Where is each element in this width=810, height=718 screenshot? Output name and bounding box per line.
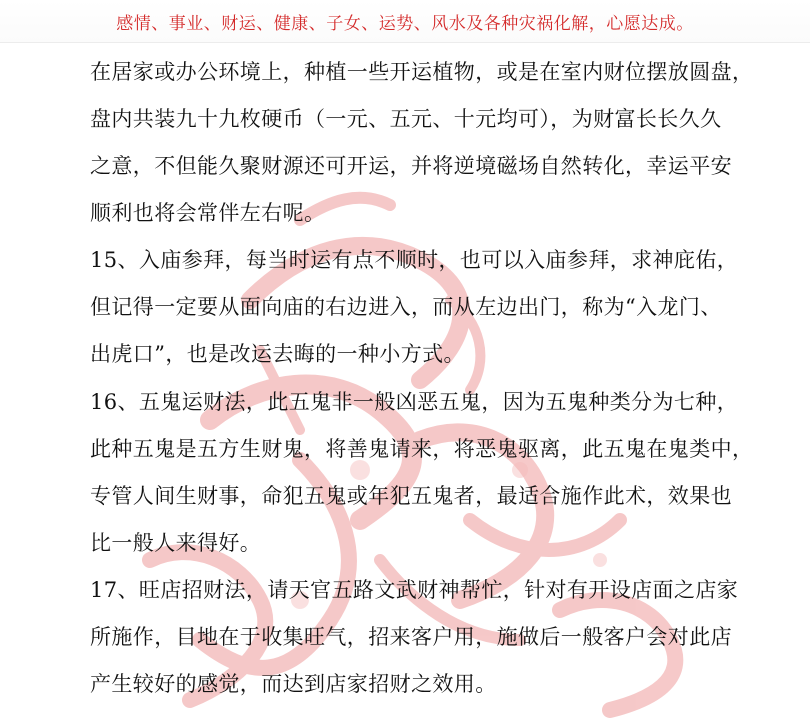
- text-line: 产生较好的感觉，而达到店家招财之效用。: [90, 672, 497, 696]
- header-title: 感情、事业、财运、健康、子女、运势、风水及各种灾祸化解，心愿达成。: [116, 14, 694, 34]
- text-line: 比一般人来得好。: [90, 531, 262, 555]
- header-banner: [0, 0, 810, 43]
- watermark-dot: [350, 460, 370, 480]
- watermark-dot: [512, 462, 528, 478]
- text-line: 出虎口”，也是改运去晦的一种小方式。: [90, 342, 465, 366]
- text-line: 之意，不但能久聚财源还可开运，并将逆境磁场自然转化，幸运平安: [90, 154, 732, 178]
- text-line: 16、五鬼运财法，此五鬼非一般凶恶五鬼，因为五鬼种类分为七种，: [90, 390, 739, 414]
- watermark-stroke: [560, 600, 675, 710]
- text-line: 盘内共装九十九枚硬币（一元、五元、十元均可），为财富长长久久: [90, 107, 722, 131]
- text-line: 顺利也将会常伴左右呢。: [90, 201, 326, 225]
- text-line: 所施作，目地在于收集旺气，招来客户用，施做后一般客户会对此店: [90, 625, 732, 649]
- text-line: 但记得一定要从面向庙的右边进入，而从左边出门，称为“入龙门、: [90, 295, 722, 319]
- text-line: 17、旺店招财法，请天官五路文武财神帮忙，针对有开设店面之店家: [90, 578, 739, 602]
- text-line: 专管人间生财事，命犯五鬼或年犯五鬼者，最适合施作此术，效果也: [90, 484, 732, 508]
- text-line: 15、入庙参拜，每当时运有点不顺时，也可以入庙参拜，求神庇佑，: [90, 248, 739, 272]
- text-line: 在居家或办公环境上，种植一些开运植物，或是在室内财位摆放圆盘，: [90, 60, 754, 84]
- watermark-stroke: [470, 520, 620, 550]
- watermark-dot: [593, 553, 607, 567]
- text-line: 此种五鬼是五方生财鬼，将善鬼请来，将恶鬼驱离，此五鬼在鬼类中，: [90, 437, 754, 461]
